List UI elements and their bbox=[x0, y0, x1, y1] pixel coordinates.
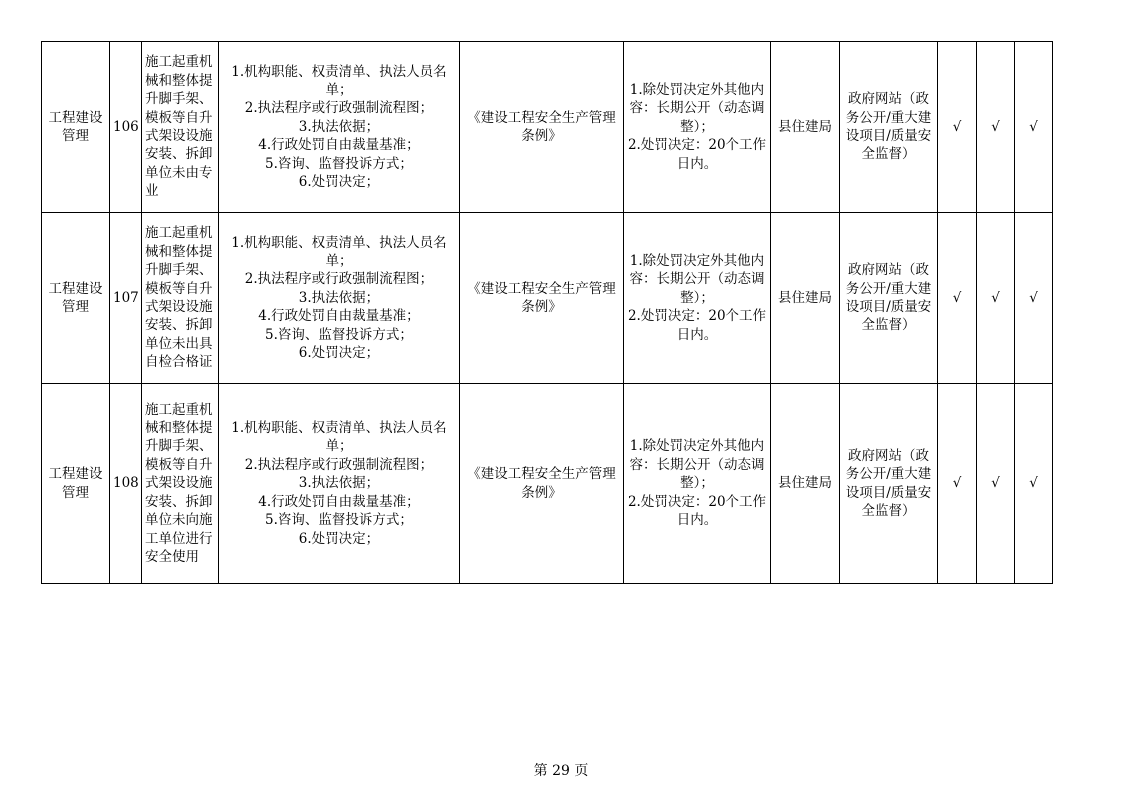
disclosure-content-cell: 1.机构职能、权责清单、执法人员名单； 2.执法程序或行政强制流程图； 3.执法依据； 4.行政处罚自由裁量基准； 5.咨询、监督投诉方式； 6.处罚决定； bbox=[219, 384, 460, 584]
subject-cell: 施工起重机械和整体提升脚手架、模板等自升式架设设施安装、拆卸单位未向施工单位进行安全使用 bbox=[142, 384, 219, 584]
check-mark-cell: √ bbox=[1015, 213, 1053, 384]
legal-basis-cell: 《建设工程安全生产管理条例》 bbox=[460, 213, 624, 384]
check-mark-cell: √ bbox=[977, 384, 1015, 584]
agency-cell: 县住建局 bbox=[771, 213, 840, 384]
check-mark-cell: √ bbox=[1015, 42, 1053, 213]
category-cell: 工程建设 管理 bbox=[42, 384, 110, 584]
subject-cell: 施工起重机械和整体提升脚手架、模板等自升式架设设施安装、拆卸单位未出具自检合格证 bbox=[142, 213, 219, 384]
channel-cell: 政府网站（政务公开/重大建设项目/质量安全监督） bbox=[840, 384, 938, 584]
table-row bbox=[42, 213, 1053, 384]
category-cell: 工程建设 管理 bbox=[42, 42, 110, 213]
agency-cell: 县住建局 bbox=[771, 384, 840, 584]
table-body bbox=[42, 42, 1053, 584]
item-number-cell: 107 bbox=[110, 213, 142, 384]
check-mark-cell: √ bbox=[938, 213, 977, 384]
item-number-cell: 108 bbox=[110, 384, 142, 584]
check-mark-cell: √ bbox=[1015, 384, 1053, 584]
disclosure-table bbox=[41, 41, 1053, 584]
channel-cell: 政府网站（政务公开/重大建设项目/质量安全监督） bbox=[840, 42, 938, 213]
legal-basis-cell: 《建设工程安全生产管理条例》 bbox=[460, 42, 624, 213]
disclosure-time-cell: 1.除处罚决定外其他内容：长期公开（动态调整）； 2.处罚决定：20个工作日内。 bbox=[624, 384, 771, 584]
disclosure-content-cell: 1.机构职能、权责清单、执法人员名单； 2.执法程序或行政强制流程图； 3.执法依据； 4.行政处罚自由裁量基准； 5.咨询、监督投诉方式； 6.处罚决定； bbox=[219, 213, 460, 384]
check-mark-cell: √ bbox=[938, 384, 977, 584]
item-number-cell: 106 bbox=[110, 42, 142, 213]
agency-cell: 县住建局 bbox=[771, 42, 840, 213]
page-number: 第 29 页 bbox=[533, 763, 589, 779]
legal-basis-cell: 《建设工程安全生产管理条例》 bbox=[460, 384, 624, 584]
disclosure-time-cell: 1.除处罚决定外其他内容：长期公开（动态调整）； 2.处罚决定：20个工作日内。 bbox=[624, 213, 771, 384]
table-row bbox=[42, 42, 1053, 213]
subject-cell: 施工起重机械和整体提升脚手架、模板等自升式架设设施安装、拆卸单位未由专业 bbox=[142, 42, 219, 213]
channel-cell: 政府网站（政务公开/重大建设项目/质量安全监督） bbox=[840, 213, 938, 384]
disclosure-content-cell: 1.机构职能、权责清单、执法人员名单； 2.执法程序或行政强制流程图； 3.执法依据； 4.行政处罚自由裁量基准； 5.咨询、监督投诉方式； 6.处罚决定； bbox=[219, 42, 460, 213]
check-mark-cell: √ bbox=[977, 213, 1015, 384]
check-mark-cell: √ bbox=[938, 42, 977, 213]
table-row bbox=[42, 384, 1053, 584]
disclosure-time-cell: 1.除处罚决定外其他内容：长期公开（动态调整）； 2.处罚决定：20个工作日内。 bbox=[624, 42, 771, 213]
check-mark-cell: √ bbox=[977, 42, 1015, 213]
category-cell: 工程建设 管理 bbox=[42, 213, 110, 384]
